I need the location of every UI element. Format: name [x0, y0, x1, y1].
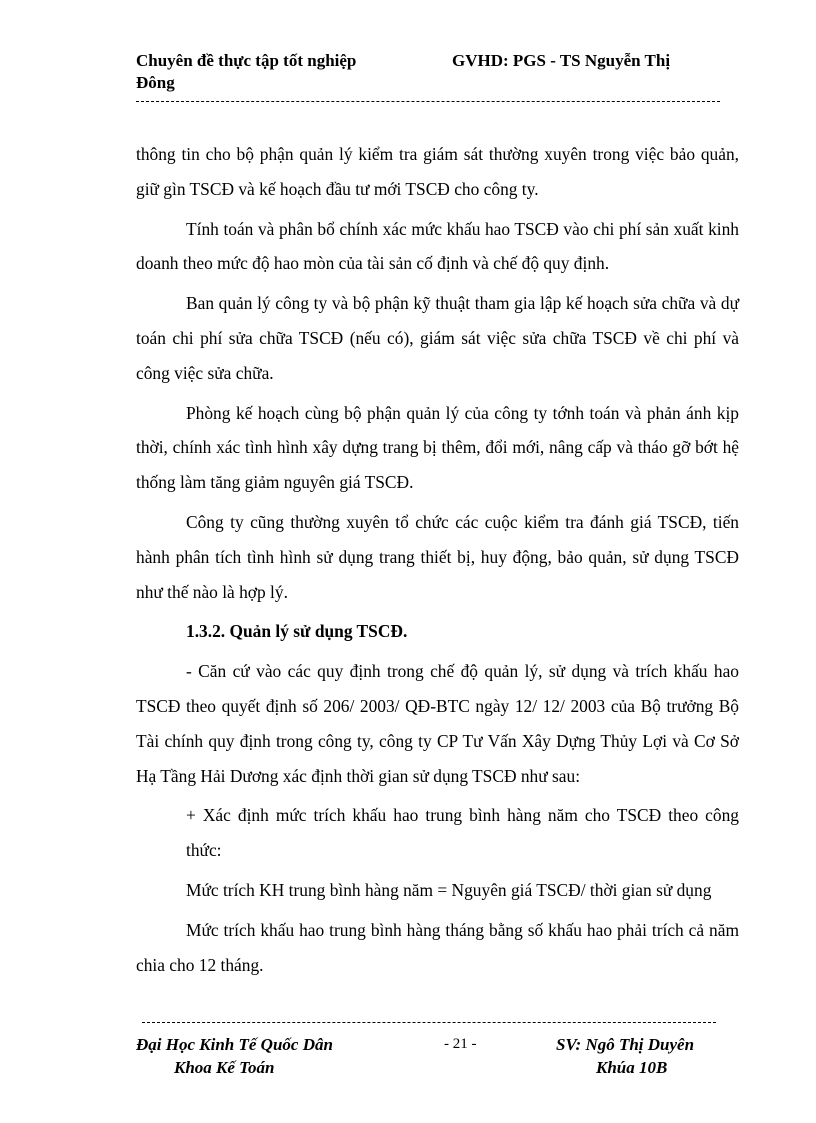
header-title: Chuyên đề thực tập tốt nghiệp — [136, 51, 357, 70]
page-number: - 21 - — [444, 1036, 477, 1052]
footer-faculty: Khoa Kế Toán — [174, 1058, 275, 1077]
header-left — [136, 50, 356, 94]
footer-class: Khúa 10B — [596, 1058, 668, 1077]
footer-divider — [142, 1022, 716, 1023]
paragraph: Công ty cũng thường xuyên tổ chức các cuộc kiểm tra đánh giá TSCĐ, tiến hành phân tích tình hình sử dụng trang thiết bị, huy động, bảo quản, sử dụng TSCĐ như thế nào là hợp lý. — [136, 511, 739, 602]
footer-left — [136, 1033, 333, 1079]
footer-university: Đại Học Kinh Tế Quốc Dân — [136, 1035, 333, 1054]
paragraph: - Căn cứ vào các quy định trong chế độ quản lý, sử dụng và trích khấu hao TSCĐ theo quyết định số 206/ 2003/ QĐ-BTC ngày 12/ 12/ 2003 của Bộ trưởng Bộ Tài chính quy định trong công ty, công ty CP Tư Vấn Xây Dựng Thủy Lợi và Cơ Sở Hạ Tầng Hải Dương xác định thời gian sử dụng TSCĐ như sau: — [136, 661, 739, 786]
paragraph-bullet: + Xác định mức trích khấu hao trung bình hàng năm cho TSCĐ theo công thức: — [186, 805, 739, 861]
paragraph: Ban quản lý công ty và bộ phận kỹ thuật tham gia lập kế hoạch sửa chữa và dự toán chi phí sửa chữa TSCĐ (nếu có), giám sát việc sửa chữa TSCĐ về chi phí và công việc sửa chữa. — [136, 293, 739, 383]
header-divider — [136, 101, 720, 102]
footer-student: SV: Ngô Thị Duyên — [556, 1035, 695, 1054]
footer-right — [556, 1033, 694, 1079]
paragraph: Phòng kế hoạch cùng bộ phận quản lý của công ty tớnh toán và phản ánh kịp thời, chính xác tình hình xây dựng trang bị thêm, đổi mới, nâng cấp và tháo gỡ bớt hệ thống làm tăng giảm nguyên giá TSCĐ. — [136, 402, 739, 493]
header-supervisor-surname: Đông — [136, 73, 175, 92]
paragraph-continued: thông tin cho bộ phận quản lý kiểm tra giám sát thường xuyên trong việc bảo quản, giữ gìn TSCĐ và kế hoạch đầu tư mới TSCĐ cho công ty. — [136, 144, 739, 199]
header-supervisor: GVHD: PGS - TS Nguyễn Thị — [452, 51, 671, 70]
page-body — [136, 137, 739, 987]
paragraph: Tính toán và phân bổ chính xác mức khấu hao TSCĐ vào chi phí sản xuất kinh doanh theo mức độ hao mòn của tài sản cố định và chế độ quy định. — [136, 218, 739, 274]
section-heading: 1.3.2. Quản lý sử dụng TSCĐ. — [186, 621, 408, 642]
formula-paragraph: Mức trích KH trung bình hàng năm = Nguyên giá TSCĐ/ thời gian sử dụng — [186, 879, 712, 900]
paragraph: Mức trích khấu hao trung bình hàng tháng bằng số khấu hao phải trích cả năm chia cho 12 tháng. — [136, 919, 739, 975]
